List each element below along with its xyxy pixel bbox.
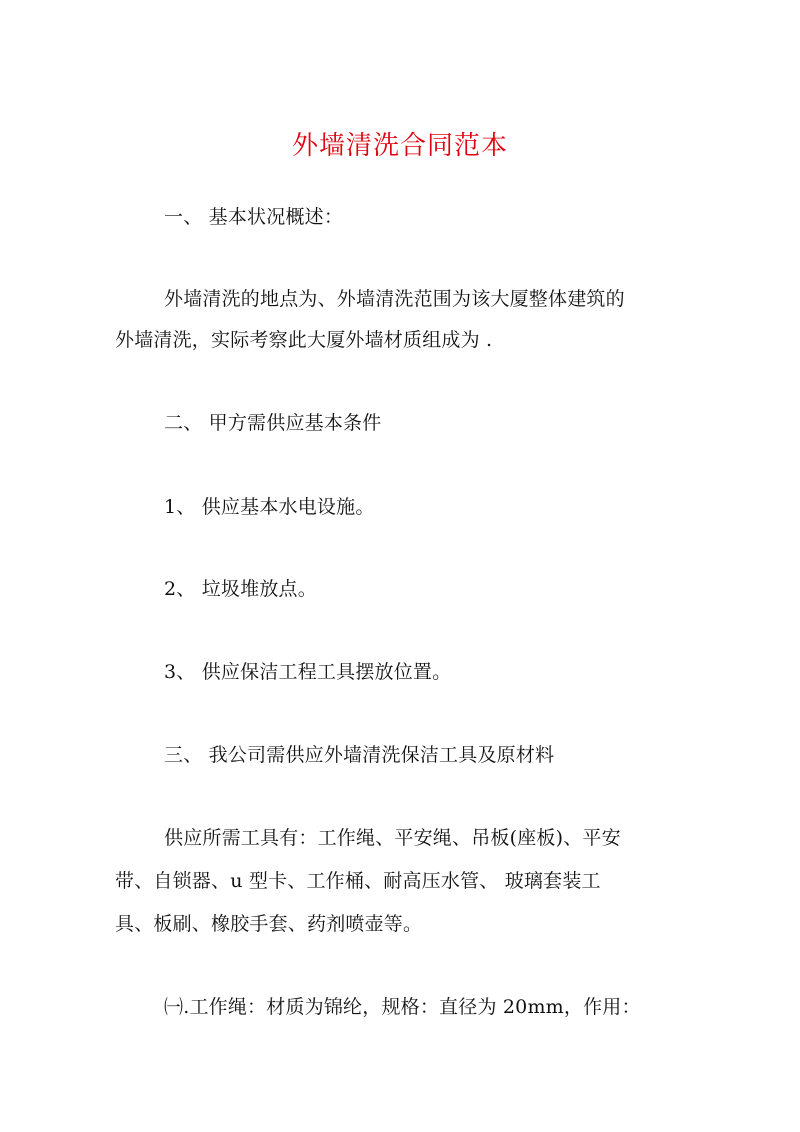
list-item-2: 2、 垃圾堆放点。 [164,578,317,600]
paragraph-1-line-2: 外墙清洗，实际考察此大厦外墙材质组成为 . [115,329,493,351]
paragraph-1-line-1: 外墙清洗的地点为、外墙清洗范围为该大厦整体建筑的 [164,288,625,310]
section-heading-3: 三、 我公司需供应外墙清洗保洁工具及原材料 [164,744,555,766]
paragraph-2-line-1: 供应所需工具有：工作绳、平安绳、吊板(座板)、平安 [164,827,621,849]
list-item-1: 1、 供应基本水电设施。 [164,496,375,518]
paragraph-2-line-3: 具、板刷、橡胶手套、药剂喷壶等。 [115,913,423,935]
document-title: 外墙清洗合同范本 [291,131,508,161]
paragraph-2-line-2: 带、自锁器、u 型卡、工作桶、耐高压水管、 玻璃套装工 [115,870,601,892]
list-item-3: 3、 供应保洁工程工具摆放位置。 [164,661,452,683]
section-heading-2: 二、 甲方需供应基本条件 [164,412,382,434]
paragraph-3-line-1: ㈠.工作绳：材质为锦纶，规格：直径为 20mm，作用： [164,996,641,1018]
section-heading-1: 一、 基本状况概述： [164,206,344,228]
